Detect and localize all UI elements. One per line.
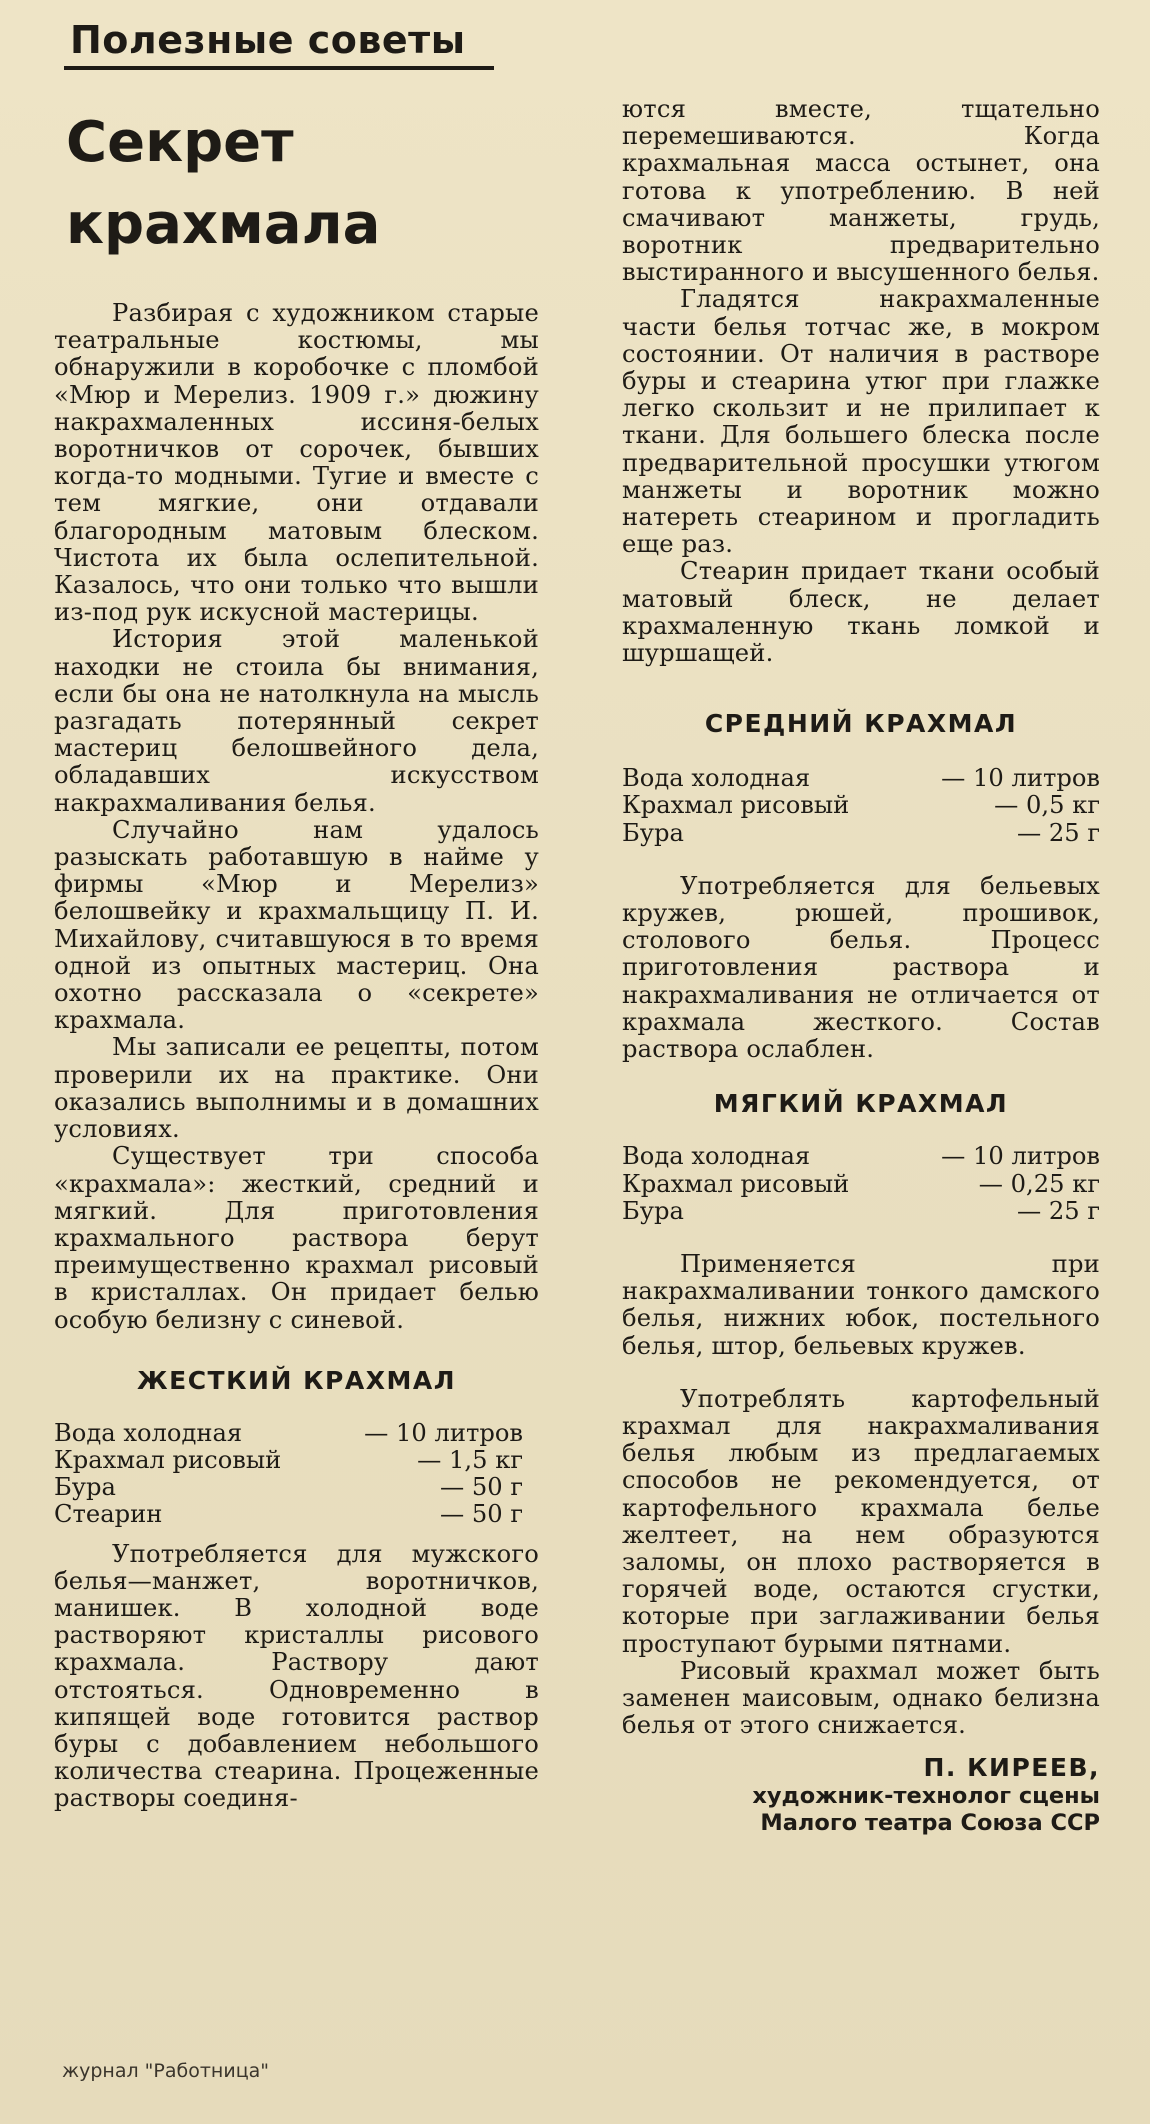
author-name: П. КИРЕЕВ, [923, 1753, 1100, 1783]
ingredient-amount: — 25 г [1016, 1196, 1100, 1225]
title-line-2: крахмала [66, 192, 381, 257]
paragraph: Мы записали ее рецепты, потом проверили их на практике. Они оказались выполнимы и в домашних условиях. [54, 1033, 539, 1144]
hard-starch-heading: ЖЕСТКИЙ КРАХМАЛ [137, 1365, 456, 1395]
source-caption: журнал "Работница" [62, 2060, 270, 2082]
medium-starch-heading: СРЕДНИЙ КРАХМАЛ [704, 709, 1018, 739]
ingredient-name: Стеарин [54, 1500, 163, 1529]
ingredient-amount: — 25 г [1016, 818, 1100, 847]
left-column [54, 300, 539, 1813]
ingredient-name: Крахмал рисовый [622, 1169, 850, 1198]
rubric-header: Полезные советы [64, 14, 494, 70]
ingredient-amount: — 10 литров [941, 1142, 1100, 1171]
recipe-row [54, 1420, 523, 1447]
right-column [622, 96, 1100, 1837]
paragraph: Случайно нам удалось разыскать работавшую в найме у фирмы «Мюр и Мерелиз» белошвейку и крахмальщицу П. И. Михайлову, считавшуюся в то время одной из опытных мастериц. Она охотно рассказала о «секрете» крахмала. [54, 815, 539, 1035]
paragraph-continued: ются вместе, тщательно перемешиваются. Когда крахмальная масса остынет, она готова к употреблению. В ней смачивают манжеты, грудь, воротник предварительно выстиранного и высушенного белья. [622, 95, 1100, 287]
ingredient-name: Бура [622, 1196, 684, 1225]
ingredient-name: Крахмал рисовый [54, 1445, 282, 1474]
ingredient-name: Вода холодная [54, 1418, 243, 1447]
ingredient-amount: — 50 г [439, 1500, 523, 1529]
ingredient-amount: — 1,5 кг [417, 1445, 523, 1474]
recipe-row [54, 1447, 523, 1474]
hard-starch-recipe [54, 1420, 539, 1529]
recipe-row [622, 1171, 1100, 1198]
ingredient-name: Бура [622, 818, 684, 847]
paragraph: Существует три способа «крахмала»: жесткий, средний и мягкий. Для приготовления крахмального раствора берут преимущественно крахмал рисовый в кристаллах. Он придает белью особую белизну с синевой. [54, 1142, 539, 1334]
ingredient-name: Крахмал рисовый [622, 791, 850, 820]
author-position-line-1: художник-технолог сцены [752, 1783, 1100, 1810]
recipe-row [622, 765, 1100, 792]
ingredient-name: Вода холодная [622, 764, 811, 793]
ingredient-amount: — 0,25 кг [978, 1169, 1100, 1198]
paragraph: Употреблять картофельный крахмал для накрахмаливания белья любым из предлагаемых способов не рекомендуется, от картофельного крахмала белье желтеет, на нем образуются заломы, он плохо растворяется в горячей воде, остаются сгустки, которые при заглаживании белья проступают бурыми пятнами. [622, 1384, 1100, 1658]
paragraph: Стеарин придает ткани особый матовый блеск, не делает крахмаленную ткань ломкой и шуршащей. [622, 557, 1100, 668]
recipe-row [622, 1198, 1100, 1225]
soft-starch-recipe [622, 1143, 1100, 1225]
medium-starch-recipe [622, 765, 1100, 847]
ingredient-amount: — 0,5 кг [994, 791, 1100, 820]
recipe-row [622, 792, 1100, 819]
ingredient-amount: — 10 литров [941, 764, 1100, 793]
recipe-row [54, 1501, 523, 1528]
soft-starch-heading: МЯГКИЙ КРАХМАЛ [713, 1089, 1009, 1119]
recipe-row [622, 820, 1100, 847]
author-position-line-2: Малого театра Союза ССР [760, 1810, 1100, 1837]
recipe-row [54, 1474, 523, 1501]
soft-starch-text: Применяется при накрахмаливании тонкого дамского белья, нижних юбок, постельного белья, штор, бельевых кружев. [622, 1249, 1100, 1360]
article-title [66, 102, 486, 266]
paragraph: Рисовый крахмал может быть заменен маисовым, однако белизна белья от этого снижается. [622, 1656, 1100, 1740]
ingredient-name: Бура [54, 1473, 116, 1502]
paragraph: Разбирая с художником старые театральные костюмы, мы обнаружили в коробочке с пломбой «Мюр и Мерелиз. 1909 г.» дюжину накрахмаленных иссиня-белых воротничков от сорочек, бывших когда-то модными. Тугие и вместе с тем мягкие, они отдавали благородным матовым блеском. Чистота их была ослепительной. Казалось, что они только что вышли из-под рук искусной мастерицы. [54, 299, 539, 627]
ingredient-name: Вода холодная [622, 1142, 811, 1171]
ingredient-amount: — 10 литров [364, 1418, 523, 1447]
title-line-1: Секрет [66, 110, 294, 175]
hard-starch-text: Употребляется для мужского белья—манжет, воротничков, манишек. В холодной воде растворяют кристаллы рисового крахмала. Раствору дают отстояться. Одновременно в кипящей воде готовится раствор буры с добавлением небольшого количества стеарина. Процеженные растворы соединя- [54, 1539, 539, 1813]
ingredient-amount: — 50 г [439, 1473, 523, 1502]
recipe-row [622, 1143, 1100, 1170]
paragraph: История этой маленькой находки не стоила бы внимания, если бы она не натолкнула на мысль разгадать потерянный секрет мастериц белошвейного дела, обладавших искусством накрахмаливания белья. [54, 625, 539, 817]
paragraph: Гладятся накрахмаленные части белья тотчас же, в мокром состоянии. От наличия в растворе буры и стеарина утюг при глажке легко скользит и не прилипает к ткани. Для большего блеска после предварительной просушки утюгом манжеты и воротник можно натереть стеарином и прогладить еще раз. [622, 285, 1100, 559]
medium-starch-text: Употребляется для бельевых кружев, рюшей, прошивок, столового белья. Процесс приготовления раствора и накрахмаливания не отличается от крахмала жесткого. Состав раствора ослаблен. [622, 871, 1100, 1064]
